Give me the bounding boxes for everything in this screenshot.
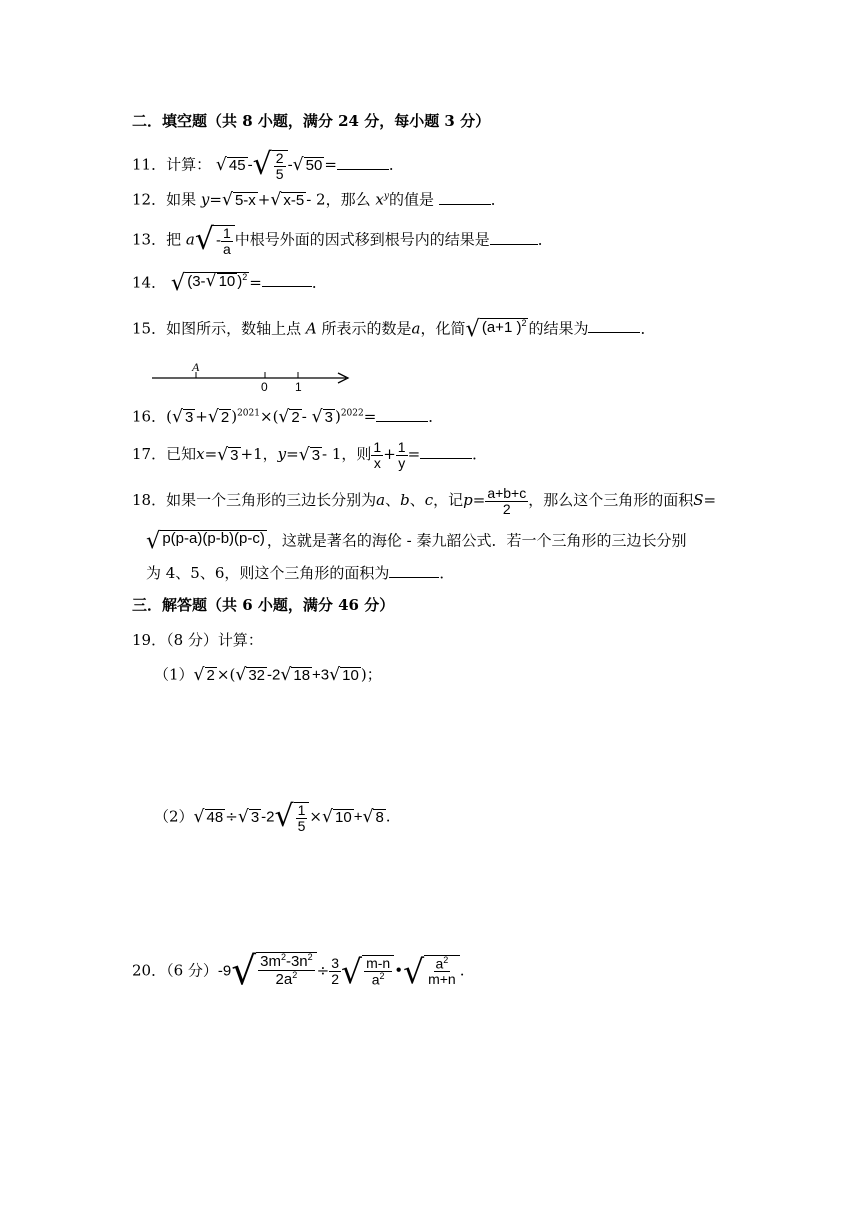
- var-x: x: [375, 190, 384, 209]
- radical-3: √ 3: [298, 444, 321, 465]
- answer-blank[interactable]: [389, 575, 439, 578]
- radical-2: √ 2: [193, 665, 215, 685]
- radical-neg-1-over-a: √ - $\frac{1}{a}$: [195, 225, 235, 256]
- plus: +: [195, 407, 208, 426]
- coefficient: -9: [217, 962, 232, 980]
- point-a-label: A: [305, 319, 317, 338]
- answer-blank[interactable]: [262, 284, 312, 287]
- radical-10: √ 10: [329, 665, 359, 685]
- minus-2: -2: [267, 666, 281, 684]
- times: ×: [216, 665, 230, 684]
- part-label: （2）: [154, 807, 194, 826]
- times: ×: [309, 807, 322, 826]
- q20-lead: （6 分）: [166, 961, 218, 980]
- radical-48: √ 48: [193, 807, 224, 828]
- question-number: 16．: [132, 407, 167, 426]
- equals: =: [703, 491, 717, 510]
- question-19: [132, 633, 263, 648]
- var-a: a: [376, 491, 386, 510]
- paren: (: [166, 407, 172, 426]
- paren: (: [229, 665, 236, 684]
- q17-minus-one: - 1，则: [322, 445, 372, 464]
- radical-3: √ 3: [171, 407, 194, 427]
- q13-tail: 中根号外面的因式移到根号内的结果是: [234, 230, 490, 249]
- question-number: 11．: [132, 155, 167, 174]
- question-20: [132, 949, 465, 994]
- fraction-semi-perimeter: $\frac{a+b+c}{2}$: [487, 485, 527, 517]
- plus: +: [383, 445, 396, 464]
- var-s: S: [693, 491, 704, 510]
- q13-lead: 把: [166, 230, 182, 249]
- period: ．: [640, 319, 656, 338]
- radical-3: √ 3: [237, 807, 260, 828]
- question-11: 11．计算： √ 45 - √ $\frac{2}{5}$ - √ 50 = ．: [132, 147, 404, 182]
- radical-x-5: √ x-5: [270, 190, 305, 210]
- period: ．: [472, 445, 488, 464]
- equals: =: [204, 445, 218, 464]
- radical-heron: √ p(p-a)(p-b)(p-c): [146, 528, 265, 554]
- radical-squared: √ (a+1 )$^2$: [465, 316, 527, 342]
- plus: +: [353, 808, 363, 826]
- label-a: A: [192, 362, 200, 374]
- answer-blank[interactable]: [439, 202, 491, 205]
- q18-text: 为 4、5、6，则这个三角形的面积为: [146, 564, 390, 582]
- question-18-line-2: [146, 530, 686, 553]
- period: ．: [388, 155, 404, 174]
- period: .: [459, 961, 465, 980]
- q15-mid2: ，化简: [420, 319, 466, 338]
- fraction-1-over-x: $\frac{1}{x}$: [373, 439, 382, 471]
- question-14: [132, 272, 327, 295]
- question-15: [132, 318, 656, 341]
- exponent-2022: 2022: [340, 408, 364, 419]
- var-a: a: [185, 230, 195, 249]
- question-18-line-1: [132, 486, 716, 516]
- var-a: a: [411, 319, 421, 338]
- q17-plus-one: +1，: [240, 445, 278, 464]
- question-19-part-1: [154, 667, 382, 684]
- var-b: b: [400, 491, 410, 510]
- radical-50: √ 50: [292, 155, 323, 176]
- radical-squared: √ (3- √ 10 )$^2$: [170, 270, 248, 296]
- radical-18: √ 18: [280, 665, 311, 685]
- radical-fraction: √ $\frac{2}{5}$: [253, 150, 288, 181]
- divide: ÷: [225, 807, 238, 826]
- times: ×: [259, 407, 273, 426]
- question-18-line-3: [146, 566, 454, 581]
- radical-fraction: √ $\frac{1}{5}$: [275, 802, 310, 833]
- radical-fraction-1: √ $\frac{3m^2-3n^2}{2a^2}$: [231, 952, 316, 991]
- question-number: 20．: [132, 961, 167, 980]
- question-number: 17．: [132, 445, 167, 464]
- radical-fraction-3: √ $\frac{a^2}{m+n}$: [403, 955, 460, 988]
- exponent-y: y: [383, 191, 389, 202]
- question-number: 15．: [132, 319, 167, 338]
- minus-2: -2: [261, 808, 275, 826]
- q19-lead: （8 分）计算：: [166, 631, 263, 649]
- q18-text: 如果一个三角形的三边长分别为: [166, 491, 377, 510]
- question-number: 12．: [132, 190, 167, 209]
- exponent-2021: 2021: [237, 408, 260, 419]
- radical-8: √ 8: [362, 807, 384, 828]
- var-y: y: [200, 190, 210, 209]
- paren: ): [334, 407, 341, 426]
- minus: -: [301, 407, 312, 426]
- answer-blank[interactable]: [588, 330, 640, 333]
- radical-32: √ 32: [235, 665, 266, 685]
- radical-2: √ 2: [278, 407, 300, 427]
- part-label: （1）: [154, 665, 194, 684]
- q18-text: ，记: [433, 491, 464, 510]
- q12-mid: 的值是: [388, 190, 434, 209]
- q11-lead: 计算：: [166, 155, 212, 174]
- period: ．: [537, 230, 553, 249]
- equals: =: [324, 155, 337, 174]
- q18-text: ，这就是著名的海伦 - 秦九韶公式．若一个三角形的三边长分别: [266, 531, 687, 550]
- plus-3: +3: [312, 666, 330, 684]
- equals: =: [407, 445, 421, 464]
- period: ．: [439, 564, 455, 582]
- question-number: 14．: [132, 273, 167, 292]
- paren: )；: [360, 665, 382, 684]
- period: ．: [490, 190, 506, 209]
- var-c: c: [424, 491, 434, 510]
- question-19-part-2: [154, 799, 391, 834]
- answer-blank[interactable]: [490, 242, 538, 245]
- radical-45: √ 45: [215, 155, 246, 176]
- period: ．: [311, 273, 327, 292]
- q12-tail: - 2，那么: [306, 190, 371, 209]
- q15-mid: 所表示的数是: [321, 319, 412, 338]
- answer-blank[interactable]: [337, 167, 389, 170]
- equals: =: [363, 407, 377, 426]
- q12-lead: 如果: [166, 190, 197, 209]
- question-17: [132, 440, 487, 470]
- radical-3: √ 3: [217, 444, 239, 465]
- fraction-1-over-y: $\frac{1}{y}$: [397, 439, 406, 471]
- separator: 、: [385, 491, 401, 510]
- label-one: 1: [295, 380, 302, 392]
- answer-blank[interactable]: [376, 419, 428, 422]
- period: ．: [428, 407, 444, 426]
- radical-3: √ 3: [311, 407, 333, 427]
- number-line: [150, 362, 360, 392]
- q15-tail: 的结果为: [528, 319, 589, 338]
- equals: =: [249, 273, 262, 292]
- plus: +: [257, 190, 271, 209]
- divide: ÷: [316, 961, 330, 980]
- paren: (: [272, 407, 279, 426]
- radical-5-x: √ 5-x: [221, 190, 256, 210]
- minus: -: [215, 232, 221, 250]
- radical-fraction-2: √ $\frac{m-n}{a^2}$: [341, 955, 394, 988]
- q17-lead: 已知: [166, 445, 197, 464]
- question-number: 18．: [132, 491, 167, 510]
- question-12: [132, 192, 506, 209]
- radical-2: √ 2: [207, 407, 230, 427]
- answer-blank[interactable]: [420, 456, 472, 459]
- fraction-3-over-2: $\frac{3}{2}$: [331, 955, 340, 987]
- paren: ): [231, 407, 238, 426]
- question-13: [132, 222, 553, 257]
- section-3-title: 三．解答题（共 6 小题，满分 46 分）: [132, 596, 395, 614]
- equals: =: [209, 190, 222, 209]
- var-y: y: [277, 445, 287, 464]
- q15-lead: 如图所示，数轴上点: [166, 319, 302, 338]
- question-number: 13．: [132, 230, 167, 249]
- question-16: [132, 409, 443, 426]
- var-x: x: [196, 445, 205, 464]
- period: .: [385, 807, 391, 826]
- section-2-title: 二．填空题（共 8 小题，满分 24 分，每小题 3 分）: [132, 112, 491, 130]
- radical-10: √ 10: [322, 807, 352, 828]
- equals: =: [286, 445, 299, 464]
- q18-text: ，那么这个三角形的面积: [528, 491, 694, 510]
- var-p: p: [463, 491, 473, 510]
- question-number: 19．: [132, 631, 167, 649]
- dot: •: [394, 961, 404, 980]
- label-zero: 0: [261, 380, 268, 392]
- equals: =: [472, 491, 486, 510]
- separator: 、: [409, 491, 425, 510]
